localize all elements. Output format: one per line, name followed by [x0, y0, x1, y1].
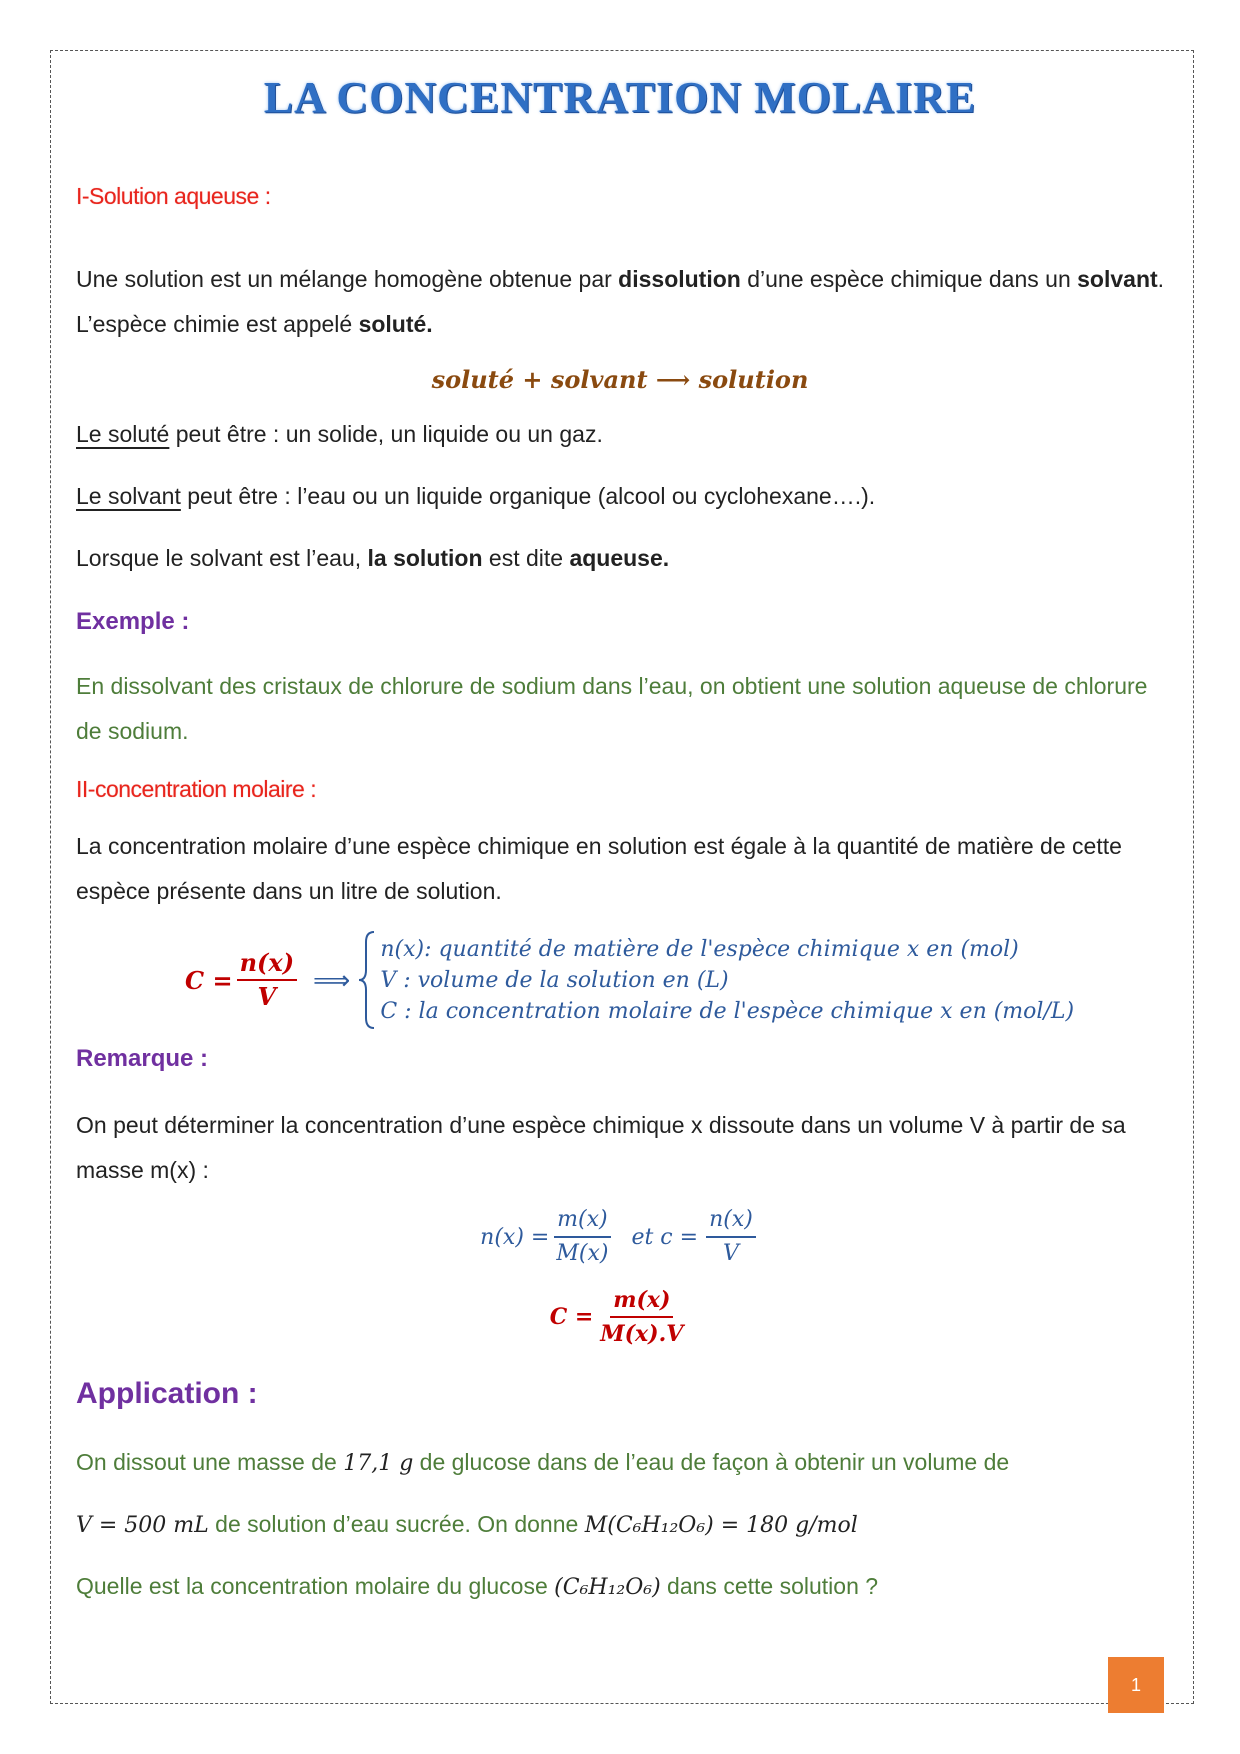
eq1-numerator-1: m(x): [554, 1205, 610, 1238]
eq1-fraction-1: [553, 1205, 611, 1269]
text: de glucose dans de l’eau de façon à obtenir un volume de: [413, 1449, 1010, 1475]
text: Lorsque le solvant est l’eau,: [76, 545, 368, 571]
text: Quelle est la concentration molaire du glucose: [76, 1573, 555, 1599]
formula-fraction: [237, 948, 297, 1012]
term-solute: soluté.: [358, 311, 433, 337]
eq2-lhs: C =: [549, 1304, 594, 1330]
text: dans cette solution ?: [660, 1573, 879, 1599]
term-solvant: solvant: [1077, 266, 1158, 292]
concentration-formula: [185, 930, 1074, 1030]
example-heading: Exemple :: [76, 608, 190, 635]
formula-numerator: n(x): [237, 948, 297, 981]
solvant-line: [76, 474, 875, 519]
eq1-denominator-2: V: [722, 1241, 739, 1266]
mass-value: 17,1 g: [343, 1451, 414, 1476]
eq1-mid: et c =: [631, 1224, 699, 1250]
solute-label: Le soluté: [76, 421, 170, 447]
equation-c-from-mass: [0, 1285, 1240, 1349]
text: On dissout une masse de: [76, 1449, 344, 1475]
concentration-definition: La concentration molaire d’une espèce chimique en solution est égale à la quantité de matière de cette espèce présente dans un litre de solution.: [76, 833, 1122, 904]
definition-v: V : volume de la solution en (L): [380, 967, 729, 993]
page-title: LA CONCENTRATION MOLAIRE: [263, 73, 977, 122]
section-heading-solution-aqueuse: I-Solution aqueuse :: [76, 183, 271, 209]
brace-icon: [358, 930, 376, 1030]
eq1-numerator-2: n(x): [706, 1205, 756, 1238]
solute-line: [76, 412, 603, 457]
solution-definition: [76, 257, 1166, 347]
term-aqueuse: aqueuse.: [569, 545, 670, 571]
text: . L’espèce chimie est appelé: [76, 266, 1165, 337]
text: est dite: [482, 545, 570, 571]
dissolution-equation: soluté + solvant ⟶ solution: [431, 365, 809, 394]
term-dissolution: dissolution: [618, 266, 741, 292]
eq2-denominator: M(x).V: [600, 1321, 684, 1347]
eq2-numerator: m(x): [610, 1285, 673, 1318]
remark-text: On peut déterminer la concentration d’une espèce chimique x dissoute dans un volume V à partir de sa masse m(x) :: [76, 1112, 1126, 1183]
formula-lhs: C =: [185, 965, 233, 995]
application-line-3: [76, 1564, 878, 1610]
application-line-1: [76, 1440, 1009, 1486]
term-la-solution: la solution: [367, 545, 483, 571]
solvant-label: Le solvant: [76, 483, 181, 509]
equation-n-and-c: [0, 1205, 1240, 1269]
text: Une solution est un mélange homogène obtenue par: [76, 266, 619, 292]
definition-n: n(x): quantité de matière de l'espèce chimique x en (mol): [380, 936, 1019, 962]
definition-c: C : la concentration molaire de l'espèce chimique x en (mol/L): [380, 998, 1075, 1024]
volume-value: V = 500 mL: [76, 1513, 209, 1538]
aqueous-line: [76, 536, 669, 581]
glucose-formula: (C₆H₁₂O₆): [554, 1575, 661, 1600]
molar-mass-value: M(C₆H₁₂O₆) = 180 g/mol: [584, 1513, 858, 1538]
eq1-denominator-1: M(x): [556, 1241, 609, 1266]
example-text: En dissolvant des cristaux de chlorure de sodium dans l’eau, on obtient une solution aqueuse de chlorure de sodium.: [76, 673, 1148, 744]
page-number: 1: [1108, 1657, 1164, 1713]
solute-text: peut être : un solide, un liquide ou un gaz.: [169, 421, 603, 447]
remark-heading: Remarque :: [76, 1045, 209, 1072]
implies-arrow: ⟹: [313, 964, 351, 995]
formula-denominator: V: [257, 982, 277, 1011]
application-line-2: [76, 1502, 858, 1548]
variable-definitions: [380, 934, 1074, 1027]
text: d’une espèce chimique dans un: [740, 266, 1078, 292]
application-heading: Application :: [76, 1377, 258, 1410]
eq1-lhs: n(x) =: [480, 1224, 550, 1250]
eq1-fraction-2: [706, 1205, 756, 1269]
solvant-text: peut être : l’eau ou un liquide organique (alcool ou cyclohexane….).: [180, 483, 876, 509]
section-heading-concentration-molaire: II-concentration molaire :: [76, 776, 317, 802]
text: de solution d’eau sucrée. On donne: [208, 1511, 585, 1537]
eq2-fraction: [597, 1285, 686, 1349]
